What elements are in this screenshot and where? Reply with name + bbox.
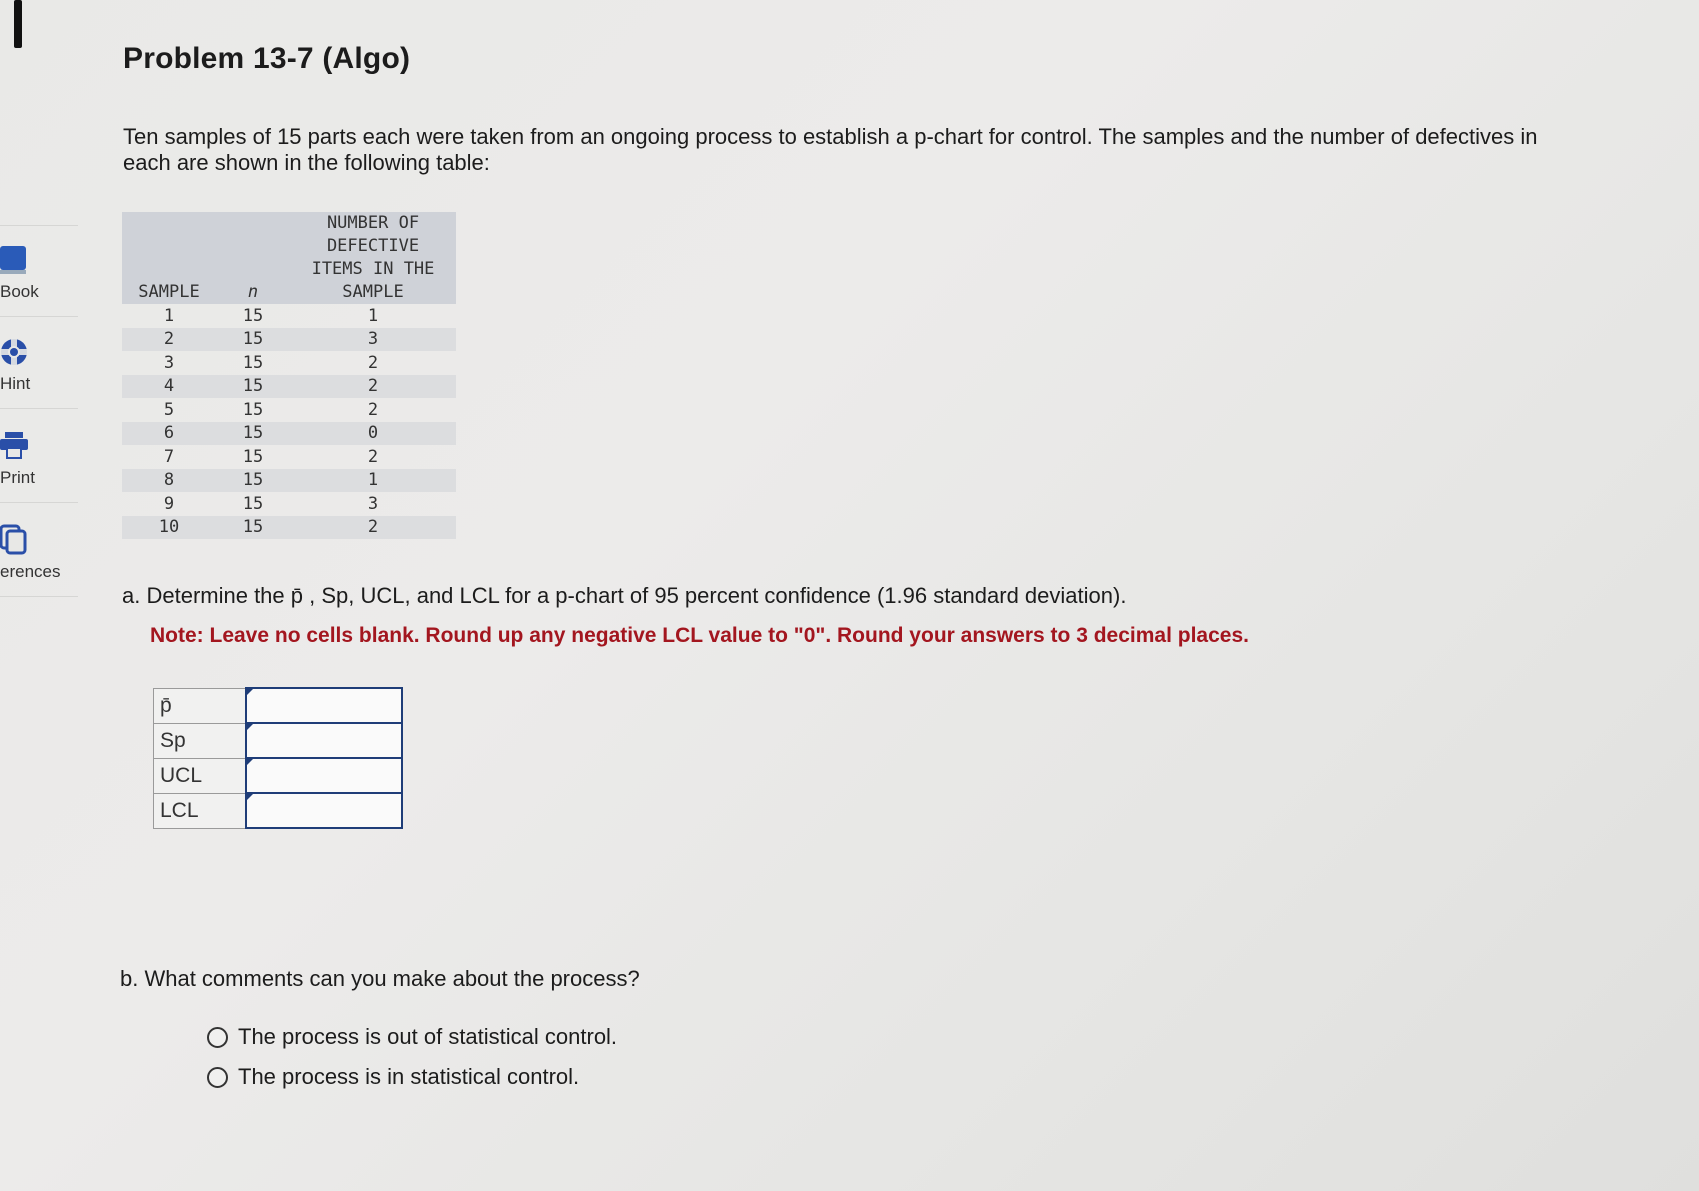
answer-label-pbar: p̄ — [154, 688, 247, 723]
cell-n: 15 — [216, 469, 290, 493]
answer-cell-lcl — [246, 793, 402, 828]
printer-icon — [0, 430, 28, 460]
cell-sample: 3 — [163, 352, 175, 373]
answer-cell-ucl — [246, 758, 402, 793]
book-icon — [0, 244, 28, 274]
ucl-input[interactable] — [247, 759, 401, 792]
cell-sample: 10 — [122, 516, 216, 540]
question-b-text: What comments can you make about the process? — [138, 966, 640, 991]
radio-button[interactable] — [207, 1067, 228, 1088]
sidebar-item-label: Hint — [0, 374, 31, 393]
cell-defectives: 1 — [367, 305, 379, 326]
cell-sample: 5 — [163, 399, 175, 420]
answer-row-lcl — [154, 793, 403, 828]
question-a — [122, 583, 1126, 609]
sidebar-item-label: Book — [0, 282, 39, 301]
sidebar-item-label: erences — [0, 562, 61, 581]
cell-n: 15 — [216, 328, 290, 352]
sidebar-item-label: Print — [0, 468, 35, 487]
answer-label-ucl: UCL — [154, 758, 247, 793]
table-row — [122, 469, 456, 493]
cell-defectives: 3 — [367, 493, 379, 514]
answer-label-sp: Sp — [154, 723, 247, 758]
cell-sample: 7 — [163, 446, 175, 467]
cell-n: 15 — [216, 422, 290, 446]
answer-label-lcl: LCL — [154, 793, 247, 828]
cell-n: 15 — [242, 446, 264, 467]
scroll-indicator — [14, 0, 22, 48]
question-a-prefix: a. — [122, 583, 141, 608]
table-header-sample: SAMPLE — [122, 212, 216, 304]
cell-n: 15 — [216, 516, 290, 540]
radio-label: The process is in statistical control. — [238, 1064, 580, 1089]
radio-option-in-control[interactable] — [207, 1064, 579, 1090]
cell-sample: 8 — [122, 469, 216, 493]
radio-option-out-of-control[interactable] — [207, 1024, 617, 1050]
answer-row-ucl — [154, 758, 403, 793]
cell-defectives: 2 — [367, 399, 379, 420]
cell-n: 15 — [242, 352, 264, 373]
question-b — [120, 966, 640, 992]
sidebar-item-references[interactable] — [0, 506, 78, 597]
cell-sample: 1 — [163, 305, 175, 326]
answer-row-pbar — [154, 688, 403, 723]
cell-sample: 9 — [163, 493, 175, 514]
cell-n: 15 — [216, 375, 290, 399]
pbar-input[interactable] — [247, 689, 401, 722]
table-header-defectives: NUMBER OF DEFECTIVE ITEMS IN THE SAMPLE — [290, 212, 456, 304]
table-row — [122, 398, 456, 422]
table-row — [122, 445, 456, 469]
lifebuoy-icon — [0, 336, 28, 366]
table-row — [122, 516, 456, 540]
lcl-input[interactable] — [247, 794, 401, 827]
cell-defectives: 2 — [290, 375, 456, 399]
table-header-n: n — [216, 212, 290, 304]
answer-table — [153, 687, 403, 829]
question-a-note: Note: Leave no cells blank. Round up any negative LCL value to "0". Round your answers to 3 decimal places. — [150, 624, 1249, 647]
sidebar-item-book[interactable] — [0, 225, 78, 317]
sidebar-item-print[interactable] — [0, 412, 78, 503]
radio-button[interactable] — [207, 1027, 228, 1048]
table-row — [122, 422, 456, 446]
answer-row-sp — [154, 723, 403, 758]
sidebar-item-hint[interactable] — [0, 318, 78, 409]
input-marker-icon — [247, 724, 253, 730]
sp-input[interactable] — [247, 724, 401, 757]
cell-sample: 6 — [122, 422, 216, 446]
cell-defectives: 2 — [367, 446, 379, 467]
cell-n: 15 — [242, 305, 264, 326]
cell-sample: 2 — [122, 328, 216, 352]
table-row — [122, 375, 456, 399]
cell-sample: 4 — [122, 375, 216, 399]
table-row — [122, 328, 456, 352]
problem-intro: Ten samples of 15 parts each were taken from an ongoing process to establish a p-chart for control. The samples and the number of defectives in each are shown in the following table: — [123, 124, 1538, 175]
question-a-text: Determine the p̄ , Sp, UCL, and LCL for a p-chart of 95 percent confidence (1.96 standard deviation). — [140, 583, 1127, 608]
answer-cell-pbar — [246, 688, 402, 723]
table-row — [122, 351, 456, 375]
input-marker-icon — [247, 689, 253, 695]
cell-defectives: 3 — [290, 328, 456, 352]
table-row — [122, 304, 456, 328]
cell-defectives: 2 — [290, 516, 456, 540]
table-row — [122, 492, 456, 516]
cell-n: 15 — [242, 399, 264, 420]
copy-icon — [0, 524, 28, 554]
sidebar — [0, 0, 78, 1191]
page-title: Problem 13-7 (Algo) — [123, 42, 411, 75]
cell-defectives: 1 — [290, 469, 456, 493]
cell-defectives: 0 — [290, 422, 456, 446]
answer-cell-sp — [246, 723, 402, 758]
question-b-prefix: b. — [120, 966, 139, 991]
input-marker-icon — [247, 759, 253, 765]
radio-label: The process is out of statistical control. — [238, 1024, 618, 1049]
defectives-table — [122, 212, 456, 539]
input-marker-icon — [247, 794, 253, 800]
cell-defectives: 2 — [367, 352, 379, 373]
cell-n: 15 — [242, 493, 264, 514]
